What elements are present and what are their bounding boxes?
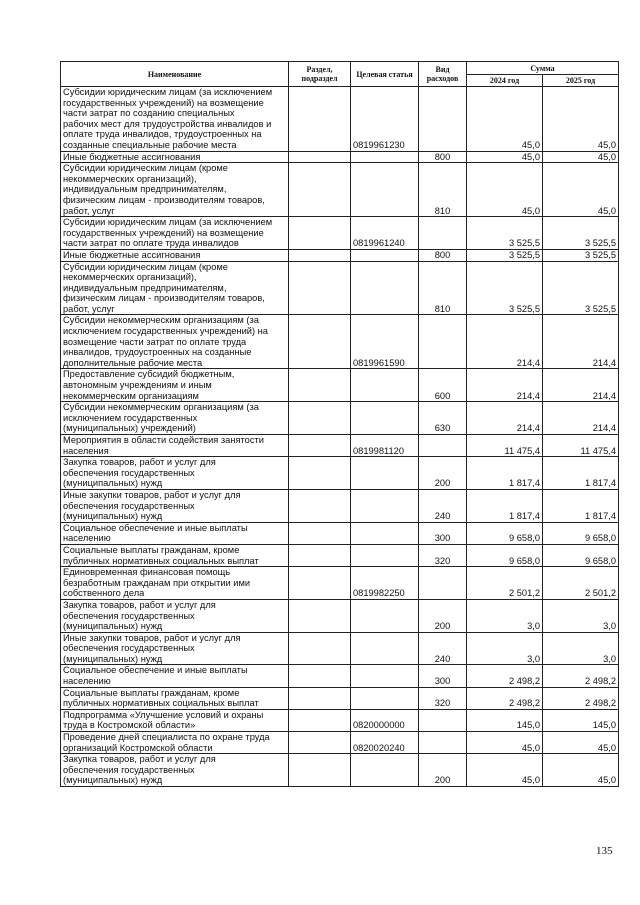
cell-sum-2024: 3 525,5 (467, 249, 543, 261)
cell-name: Субсидии юридическим лицам (кроме некоммерческих организаций), индивидуальным предпринимателям, физическим лицам - производителям товаров, работ, услуг (61, 163, 289, 217)
table-row (61, 599, 619, 632)
cell-name: Мероприятия в области содействия занятости населения (61, 435, 289, 457)
cell-name: Закупка товаров, работ и услуг для обеспечения государственных (муниципальных) нужд (61, 599, 289, 632)
column-header-section: Раздел, подраздел (289, 62, 351, 87)
cell-target-article (351, 665, 419, 687)
cell-section (289, 249, 351, 261)
table-row (61, 315, 619, 369)
cell-sum-2025: 45,0 (543, 732, 619, 754)
cell-target-article (351, 163, 419, 217)
cell-sum-2024: 3,0 (467, 632, 543, 665)
cell-target-article: 0819961230 (351, 87, 419, 152)
cell-target-article (351, 249, 419, 261)
cell-sum-2024: 3 525,5 (467, 217, 543, 250)
table-row (61, 665, 619, 687)
table-header (61, 62, 619, 87)
cell-expense-type: 240 (419, 489, 467, 522)
cell-name: Субсидии юридическим лицам (кроме некоммерческих организаций), индивидуальным предпринимателям, физическим лицам - производителям товаров, работ, услуг (61, 261, 289, 315)
cell-sum-2024: 45,0 (467, 163, 543, 217)
cell-name: Закупка товаров, работ и услуг для обеспечения государственных (муниципальных) нужд (61, 457, 289, 490)
cell-sum-2025: 11 475,4 (543, 435, 619, 457)
cell-expense-type: 600 (419, 369, 467, 402)
cell-name: Иные закупки товаров, работ и услуг для обеспечения государственных (муниципальных) нужд (61, 489, 289, 522)
cell-sum-2024: 3,0 (467, 599, 543, 632)
cell-section (289, 402, 351, 435)
cell-expense-type: 800 (419, 151, 467, 163)
cell-expense-type (419, 217, 467, 250)
cell-expense-type: 630 (419, 402, 467, 435)
cell-name: Социальные выплаты гражданам, кроме публичных нормативных социальных выплат (61, 544, 289, 566)
cell-sum-2025: 1 817,4 (543, 489, 619, 522)
cell-sum-2024: 2 498,2 (467, 687, 543, 709)
cell-sum-2024: 1 817,4 (467, 489, 543, 522)
cell-sum-2024: 11 475,4 (467, 435, 543, 457)
table-row (61, 87, 619, 152)
cell-target-article (351, 522, 419, 544)
cell-sum-2025: 45,0 (543, 87, 619, 152)
cell-target-article: 0820020240 (351, 732, 419, 754)
cell-name: Иные бюджетные ассигнования (61, 151, 289, 163)
cell-section (289, 489, 351, 522)
cell-expense-type: 810 (419, 261, 467, 315)
table-row (61, 489, 619, 522)
cell-sum-2025: 3,0 (543, 632, 619, 665)
table-row (61, 632, 619, 665)
table-row (61, 217, 619, 250)
cell-sum-2025: 45,0 (543, 163, 619, 217)
cell-name: Закупка товаров, работ и услуг для обеспечения государственных (муниципальных) нужд (61, 754, 289, 787)
cell-sum-2025: 145,0 (543, 709, 619, 731)
cell-sum-2025: 214,4 (543, 402, 619, 435)
cell-name: Единовременная финансовая помощь безработным гражданам при открытии ими собственного дела (61, 567, 289, 600)
cell-section (289, 457, 351, 490)
page-number: 135 (596, 845, 613, 857)
cell-expense-type: 810 (419, 163, 467, 217)
cell-name: Субсидии юридическим лицам (за исключением государственных учреждений) на возмещение части затрат по созданию специальных рабочих мест для трудоустройства инвалидов и оплате труда инвалидов, трудоустроенных на созданные специальные рабочие места (61, 87, 289, 152)
cell-sum-2024: 45,0 (467, 732, 543, 754)
column-header-year-2025: 2025 год (543, 75, 619, 87)
cell-sum-2024: 9 658,0 (467, 544, 543, 566)
cell-section (289, 87, 351, 152)
cell-expense-type: 200 (419, 599, 467, 632)
cell-name: Иные закупки товаров, работ и услуг для обеспечения государственных (муниципальных) нужд (61, 632, 289, 665)
cell-expense-type: 320 (419, 544, 467, 566)
cell-target-article (351, 599, 419, 632)
cell-expense-type: 800 (419, 249, 467, 261)
cell-target-article (351, 261, 419, 315)
table-row (61, 457, 619, 490)
cell-section (289, 217, 351, 250)
cell-target-article: 0819982250 (351, 567, 419, 600)
cell-sum-2024: 45,0 (467, 151, 543, 163)
cell-sum-2024: 145,0 (467, 709, 543, 731)
cell-target-article (351, 632, 419, 665)
cell-name: Субсидии некоммерческим организациям (за исключением государственных (муниципальных) учреждений) (61, 402, 289, 435)
table-row (61, 151, 619, 163)
cell-target-article: 0819961240 (351, 217, 419, 250)
cell-sum-2025: 45,0 (543, 754, 619, 787)
table-row (61, 261, 619, 315)
cell-section (289, 632, 351, 665)
cell-section (289, 665, 351, 687)
cell-target-article (351, 754, 419, 787)
cell-expense-type: 300 (419, 665, 467, 687)
cell-name: Подпрограмма «Улучшение условий и охраны труда в Костромской области» (61, 709, 289, 731)
cell-section (289, 163, 351, 217)
cell-expense-type: 240 (419, 632, 467, 665)
cell-name: Социальные выплаты гражданам, кроме публичных нормативных социальных выплат (61, 687, 289, 709)
cell-name: Субсидии некоммерческим организациям (за исключением государственных учреждений) на возмещение части затрат по оплате труда инвалидов, трудоустроенных на созданные дополнительные рабочие места (61, 315, 289, 369)
cell-target-article (351, 687, 419, 709)
cell-sum-2024: 2 498,2 (467, 665, 543, 687)
cell-sum-2024: 214,4 (467, 315, 543, 369)
cell-sum-2025: 3 525,5 (543, 249, 619, 261)
cell-section (289, 522, 351, 544)
table-row (61, 163, 619, 217)
cell-section (289, 687, 351, 709)
cell-sum-2024: 214,4 (467, 369, 543, 402)
cell-sum-2025: 3 525,5 (543, 217, 619, 250)
cell-sum-2025: 1 817,4 (543, 457, 619, 490)
cell-section (289, 151, 351, 163)
budget-table (60, 61, 619, 787)
cell-expense-type (419, 315, 467, 369)
table-row (61, 567, 619, 600)
cell-expense-type (419, 435, 467, 457)
cell-sum-2025: 9 658,0 (543, 544, 619, 566)
cell-sum-2025: 2 501,2 (543, 567, 619, 600)
cell-sum-2024: 1 817,4 (467, 457, 543, 490)
cell-section (289, 315, 351, 369)
table-body (61, 87, 619, 787)
column-header-sum: Сумма (467, 62, 619, 75)
cell-target-article: 0819961590 (351, 315, 419, 369)
cell-sum-2025: 214,4 (543, 369, 619, 402)
cell-name: Субсидии юридическим лицам (за исключением государственных учреждений) на возмещение части затрат по оплате труда инвалидов (61, 217, 289, 250)
cell-sum-2024: 45,0 (467, 754, 543, 787)
table-row (61, 754, 619, 787)
table-row (61, 709, 619, 731)
cell-name: Предоставление субсидий бюджетным, автономным учреждениям и иным некоммерческим организациям (61, 369, 289, 402)
cell-sum-2025: 3 525,5 (543, 261, 619, 315)
cell-section (289, 754, 351, 787)
cell-name: Иные бюджетные ассигнования (61, 249, 289, 261)
table-row (61, 522, 619, 544)
cell-sum-2025: 9 658,0 (543, 522, 619, 544)
cell-target-article: 0820000000 (351, 709, 419, 731)
cell-expense-type (419, 732, 467, 754)
cell-sum-2024: 3 525,5 (467, 261, 543, 315)
cell-target-article (351, 489, 419, 522)
cell-target-article (351, 151, 419, 163)
table-row (61, 249, 619, 261)
column-header-type: Вид расходов (419, 62, 467, 87)
cell-sum-2025: 45,0 (543, 151, 619, 163)
column-header-name: Наименование (61, 62, 289, 87)
table-row (61, 402, 619, 435)
cell-expense-type: 200 (419, 754, 467, 787)
cell-sum-2025: 2 498,2 (543, 665, 619, 687)
cell-section (289, 599, 351, 632)
table-row (61, 369, 619, 402)
cell-section (289, 567, 351, 600)
cell-sum-2025: 3,0 (543, 599, 619, 632)
cell-target-article: 0819981120 (351, 435, 419, 457)
cell-name: Проведение дней специалиста по охране труда организаций Костромской области (61, 732, 289, 754)
cell-expense-type: 200 (419, 457, 467, 490)
cell-expense-type (419, 709, 467, 731)
table-row (61, 544, 619, 566)
cell-section (289, 732, 351, 754)
cell-target-article (351, 457, 419, 490)
cell-target-article (351, 369, 419, 402)
cell-sum-2024: 214,4 (467, 402, 543, 435)
cell-section (289, 544, 351, 566)
cell-expense-type: 320 (419, 687, 467, 709)
column-header-year-2024: 2024 год (467, 75, 543, 87)
cell-target-article (351, 544, 419, 566)
cell-sum-2025: 2 498,2 (543, 687, 619, 709)
cell-expense-type: 300 (419, 522, 467, 544)
cell-sum-2024: 9 658,0 (467, 522, 543, 544)
cell-expense-type (419, 87, 467, 152)
cell-name: Социальное обеспечение и иные выплаты населению (61, 522, 289, 544)
cell-section (289, 261, 351, 315)
cell-sum-2025: 214,4 (543, 315, 619, 369)
cell-name: Социальное обеспечение и иные выплаты населению (61, 665, 289, 687)
table-row (61, 435, 619, 457)
cell-sum-2024: 45,0 (467, 87, 543, 152)
cell-section (289, 709, 351, 731)
table-row (61, 687, 619, 709)
cell-expense-type (419, 567, 467, 600)
cell-section (289, 369, 351, 402)
table-row (61, 732, 619, 754)
column-header-target: Целевая статья (351, 62, 419, 87)
cell-target-article (351, 402, 419, 435)
cell-sum-2024: 2 501,2 (467, 567, 543, 600)
cell-section (289, 435, 351, 457)
